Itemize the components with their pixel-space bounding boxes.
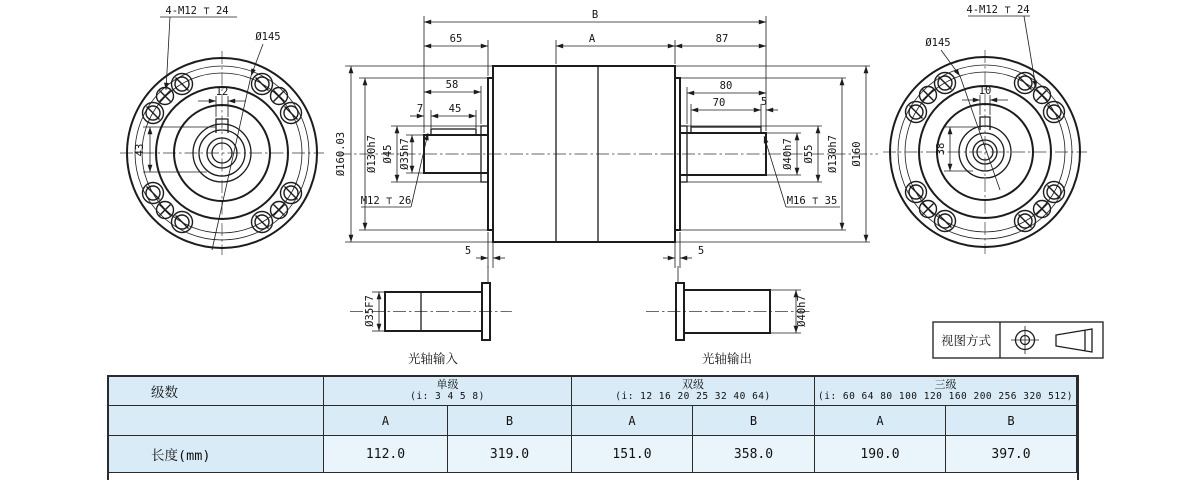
projection-target-icon (1011, 326, 1039, 354)
section-view (335, 9, 878, 268)
dim-65: 65 (449, 33, 463, 45)
cut-off-row (109, 473, 1077, 480)
output-detail-caption: 光轴输出 (701, 351, 753, 366)
right-end-view (883, 4, 1087, 254)
left-end-view (120, 5, 324, 255)
col-a-single: A (324, 406, 448, 436)
group-triple-stage (815, 377, 1077, 406)
left-thread-note: 4-M12 ⊤ 24 (165, 5, 229, 17)
length-triple-b: 397.0 (946, 436, 1077, 473)
dia-collar-left: Ø45 (382, 144, 394, 164)
input-shaft-detail (350, 266, 512, 366)
col-a-double: A (572, 406, 693, 436)
thread-note-right: M16 ⊤ 35 (786, 195, 838, 207)
col-b-triple: B (946, 406, 1077, 436)
left-hub-dim: 43 (134, 143, 146, 157)
right-keyway-width: 10 (978, 85, 992, 97)
dim-5-flange-right: 5 (697, 245, 705, 257)
length-single-b: 319.0 (448, 436, 572, 473)
dim-70: 70 (712, 97, 726, 109)
col-b-double: B (693, 406, 815, 436)
output-shaft-detail (646, 266, 812, 366)
group-triple-ratios: (i: 60 64 80 100 120 160 200 256 320 512) (818, 390, 1073, 402)
dia-spigot-right: Ø130h7 (827, 135, 839, 173)
group-double-name: 双级 (682, 378, 704, 392)
col-a-triple: A (815, 406, 946, 436)
right-hub-dim: 38 (935, 142, 947, 156)
input-detail-caption: 光轴输入 (407, 351, 459, 366)
projection-label: 视图方式 (940, 333, 992, 348)
right-thread-note: 4-M12 ⊤ 24 (966, 4, 1030, 16)
dia-body-right: Ø160 (851, 141, 863, 167)
group-single-stage (324, 377, 572, 406)
left-bolt-circle: Ø145 (255, 31, 281, 43)
projection-method-box (933, 322, 1103, 358)
group-single-ratios: (i: 3 4 5 8) (410, 390, 485, 402)
group-triple-name: 三级 (934, 378, 957, 392)
length-label-cell: 长度(mm) (109, 436, 324, 473)
input-detail-dia: Ø35F7 (364, 295, 376, 327)
dia-boss-right: Ø55 (803, 144, 815, 164)
dim-B: B (591, 9, 599, 21)
dia-shaft-right: Ø40h7 (782, 138, 794, 170)
dim-A: A (588, 33, 596, 45)
dim-5-flange-left: 5 (464, 245, 472, 257)
dim-5-keyway: 5 (760, 96, 768, 108)
dim-45: 45 (448, 103, 462, 115)
group-single-name: 单级 (436, 378, 459, 392)
dim-58: 58 (445, 79, 459, 91)
right-bolt-circle: Ø145 (925, 37, 951, 49)
empty-cell (109, 406, 324, 436)
length-single-a: 112.0 (324, 436, 448, 473)
length-triple-a: 190.0 (815, 436, 946, 473)
dia-shaft-left: Ø35h7 (399, 138, 411, 170)
projection-cone-icon (1056, 329, 1092, 352)
dim-87: 87 (715, 33, 729, 45)
spec-table (107, 375, 1079, 480)
group-double-ratios: (i: 12 16 20 25 32 40 64) (615, 390, 771, 402)
length-double-b: 358.0 (693, 436, 815, 473)
stage-header-cell: 级数 (109, 377, 324, 406)
dim-7: 7 (416, 103, 424, 115)
group-double-stage (572, 377, 815, 406)
output-detail-dia: Ø40h7 (796, 295, 808, 327)
col-b-single: B (448, 406, 572, 436)
dia-body-left: Ø160.03 (335, 131, 347, 177)
thread-note-left: M12 ⊤ 26 (360, 195, 412, 207)
dim-80: 80 (719, 80, 733, 92)
left-keyway-width: 12 (215, 86, 229, 98)
length-double-a: 151.0 (572, 436, 693, 473)
dia-spigot-left: Ø130h7 (366, 135, 378, 173)
